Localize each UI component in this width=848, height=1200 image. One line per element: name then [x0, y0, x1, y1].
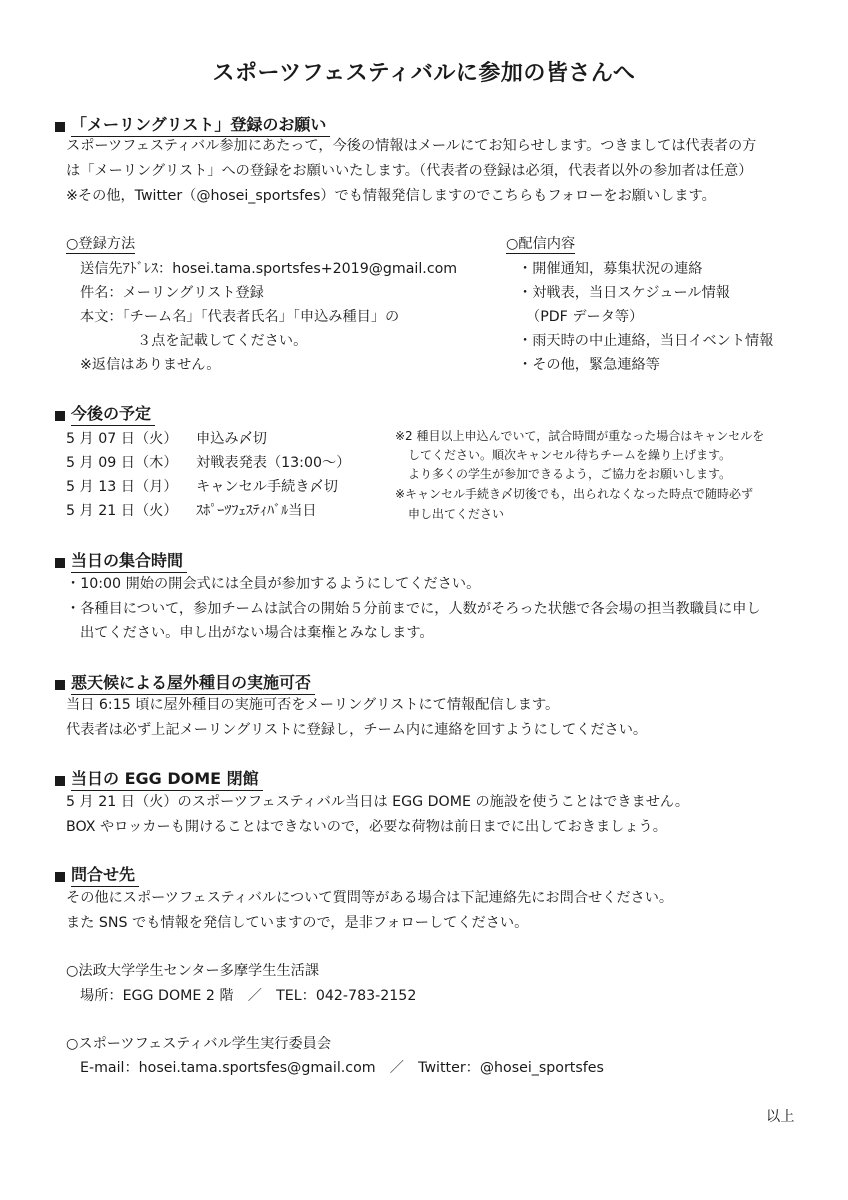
schedule-row-2-event: 対戦表発表（13:00～）: [196, 455, 351, 471]
distribution-item-3: ・雨天時の中止連絡，当日イベント情報: [518, 333, 774, 349]
square-bullet-icon: [55, 872, 65, 882]
dome-heading: [55, 766, 263, 791]
contact-committee-name: ○スポーツフェスティバル学生実行委員会: [66, 1036, 332, 1052]
contact-line-2: また SNS でも情報を発信していますので，是非フォローしてください。: [66, 915, 529, 931]
registration-address: 送信先ｱﾄﾞﾚｽ：hosei.tama.sportsfes+2019@gmail.com: [80, 261, 458, 277]
registration-body: 本文：「チーム名」「代表者氏名」「申込み種目」の: [80, 309, 400, 325]
assembly-heading-text: 当日の集合時間: [71, 548, 187, 573]
square-bullet-icon: [55, 411, 65, 421]
distribution-item-4: ・その他，緊急連絡等: [518, 357, 660, 373]
page-title: スポーツフェスティバルに参加の皆さんへ: [212, 61, 636, 86]
mailing-list-heading-text: 「メーリングリスト」登録のお願い: [71, 112, 330, 137]
square-bullet-icon: [55, 680, 65, 690]
schedule-row-4-event: ｽﾎﾟｰﾂﾌｪｽﾃｨﾊﾞﾙ当日: [196, 503, 317, 519]
schedule-note-3: より多くの学生が参加できるよう，ご協力をお願いします。: [408, 467, 732, 481]
mailing-list-line-1: スポーツフェスティバル参加にあたって，今後の情報はメールにてお知らせします。つきましては代表者の方: [66, 138, 757, 154]
square-bullet-icon: [55, 558, 65, 568]
registration-heading: ○登録方法: [66, 236, 136, 252]
schedule-heading: [55, 401, 155, 426]
contact-committee-detail: E-mail：hosei.tama.sportsfes@gmail.com ／ Twitter：@hosei_sportsfes: [80, 1060, 604, 1076]
schedule-row-1-event: 申込み〆切: [196, 431, 267, 447]
mailing-list-line-3: ※その他，Twitter（@hosei_sportsfes）でも情報発信しますのでこちらもフォローをお願いします。: [66, 188, 716, 204]
schedule-note-1: ※2 種目以上申込んでいて，試合時間が重なった場合はキャンセルを: [395, 429, 765, 443]
schedule-row-3-event: キャンセル手続き〆切: [196, 479, 338, 495]
weather-line-1: 当日 6:15 頃に屋外種目の実施可否をメーリングリストにて情報配信します。: [66, 697, 560, 713]
square-bullet-icon: [55, 122, 65, 132]
contact-center-name: ○法政大学学生センター多摩学生生活課: [66, 963, 320, 979]
mailing-list-line-2: は「メーリングリスト」への登録をお願いいたします。（代表者の登録は必須，代表者以外の参加者は任意）: [66, 163, 753, 179]
schedule-row-3-date: 5 月 13 日（月）: [66, 479, 178, 495]
dome-heading-text: 当日の EGG DOME 閉館: [71, 766, 263, 791]
distribution-heading: ○配信内容: [506, 236, 576, 252]
schedule-row-4-date: 5 月 21 日（火）: [66, 503, 178, 519]
assembly-line-3: 出てください。申し出がない場合は棄権とみなします。: [80, 625, 434, 641]
closing-text: 以上: [766, 1109, 795, 1125]
contact-center-detail: 場所：EGG DOME 2 階 ／ TEL：042-783-2152: [80, 988, 417, 1004]
registration-subject: 件名：メーリングリスト登録: [80, 285, 264, 301]
registration-body-cont: ３点を記載してください。: [137, 333, 308, 349]
mailing-list-heading: [55, 112, 330, 137]
dome-line-1: 5 月 21 日（火）のスポーツフェスティバル当日は EGG DOME の施設を使うことはできません。: [66, 794, 690, 810]
contact-heading: [55, 862, 139, 887]
schedule-note-4: ※キャンセル手続き〆切後でも，出られなくなった時点で随時必ず: [395, 487, 754, 501]
schedule-row-2-date: 5 月 09 日（木）: [66, 455, 178, 471]
square-bullet-icon: [55, 776, 65, 786]
contact-heading-text: 問合せ先: [71, 862, 139, 887]
assembly-line-1: ・10:00 開始の開会式には全員が参加するようにしてください。: [66, 576, 481, 592]
weather-heading: [55, 670, 315, 695]
schedule-heading-text: 今後の予定: [71, 401, 155, 426]
distribution-item-2-cont: （PDF データ等）: [526, 309, 644, 325]
distribution-item-1: ・開催通知，募集状況の連絡: [518, 261, 703, 277]
weather-line-2: 代表者は必ず上記メーリングリストに登録し，チーム内に連絡を回すようにしてください。: [66, 722, 648, 738]
contact-line-1: その他にスポーツフェスティバルについて質問等がある場合は下記連絡先にお問合せください。: [66, 890, 674, 906]
schedule-note-2: してください。順次キャンセル待ちチームを繰り上げます。: [408, 448, 732, 462]
dome-line-2: BOX やロッカーも開けることはできないので，必要な荷物は前日までに出しておきましょう。: [66, 819, 667, 835]
assembly-heading: [55, 548, 187, 573]
registration-note: ※返信はありません。: [80, 357, 221, 373]
weather-heading-text: 悪天候による屋外種目の実施可否: [71, 670, 315, 695]
schedule-row-1-date: 5 月 07 日（火）: [66, 431, 178, 447]
assembly-line-2: ・各種目について，参加チームは試合の開始５分前までに，人数がそろった状態で各会場の担当教職員に申し: [66, 601, 761, 617]
schedule-note-5: 申し出てください: [408, 507, 505, 521]
distribution-item-2: ・対戦表，当日スケジュール情報: [518, 285, 730, 301]
